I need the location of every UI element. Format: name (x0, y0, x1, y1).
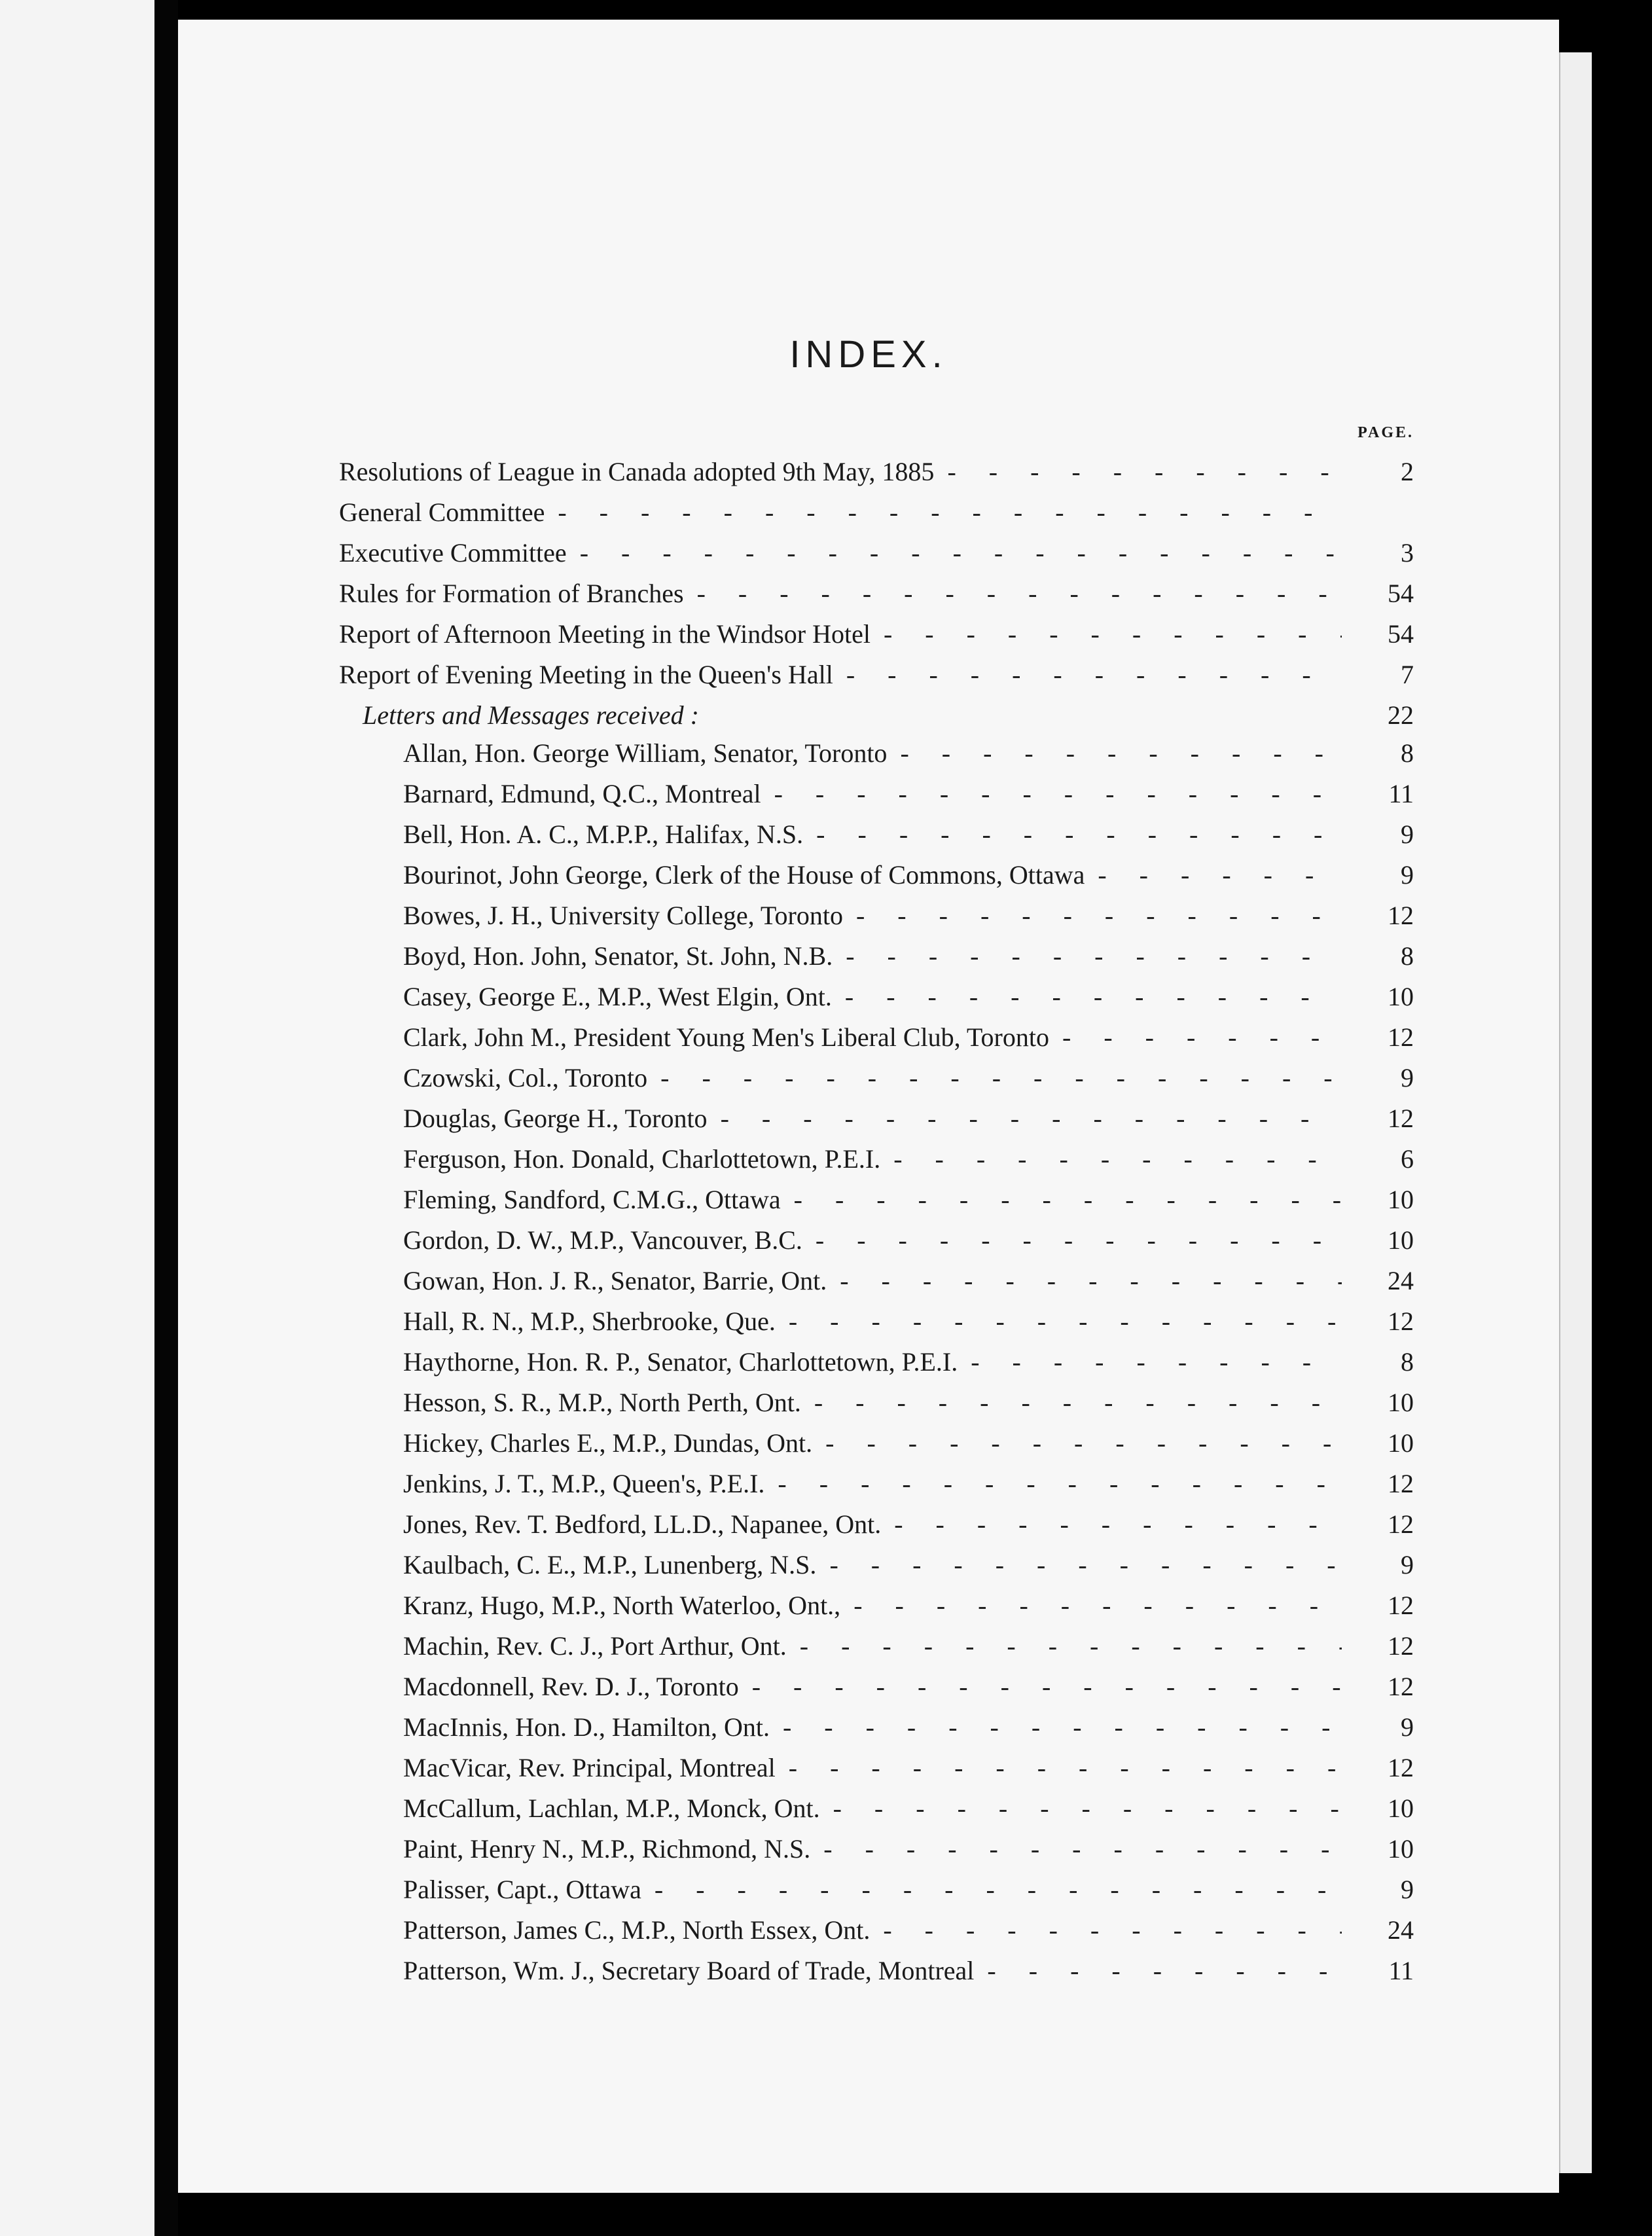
dot-leader (825, 1423, 1342, 1464)
entry-page: 10 (1388, 982, 1414, 1011)
entry-label: Bourinot, John George, Clerk of the House of Commons, Ottawa (403, 860, 1085, 890)
dot-leader (789, 1301, 1342, 1342)
dot-leader (778, 1464, 1342, 1504)
entry-page: 24 (1388, 1266, 1414, 1295)
entry-label: Haythorne, Hon. R. P., Senator, Charlottetown, P.E.I. (403, 1347, 958, 1377)
dot-leader (789, 1748, 1342, 1788)
entry-page: 6 (1401, 1144, 1414, 1174)
entry-page: 3 (1401, 538, 1414, 568)
dot-leader (823, 1829, 1342, 1869)
dot-leader (971, 1342, 1342, 1382)
dot-leader (800, 1626, 1342, 1667)
entry-page: 12 (1388, 1104, 1414, 1133)
entry-page: 12 (1388, 1469, 1414, 1498)
index-entry (178, 573, 1559, 614)
entry-label: Macdonnell, Rev. D. J., Toronto (403, 1672, 739, 1701)
letter-entry (178, 1788, 1559, 1829)
entry-label: Allan, Hon. George William, Senator, Toronto (403, 738, 888, 768)
dot-leader (774, 774, 1342, 814)
entry-label: MacInnis, Hon. D., Hamilton, Ont. (403, 1712, 770, 1742)
index-entry (178, 492, 1559, 533)
entry-label: Bowes, J. H., University College, Toronto (403, 901, 843, 930)
letter-entry (178, 1829, 1559, 1869)
letter-entry (178, 1423, 1559, 1464)
dot-leader (660, 1058, 1342, 1098)
entry-page: 12 (1388, 1022, 1414, 1052)
dot-leader (558, 492, 1342, 533)
entry-label: Jenkins, J. T., M.P., Queen's, P.E.I. (403, 1469, 765, 1498)
entry-label: Bell, Hon. A. C., M.P.P., Halifax, N.S. (403, 820, 804, 849)
entry-label: Hesson, S. R., M.P., North Perth, Ont. (403, 1388, 801, 1417)
dot-leader (816, 814, 1342, 855)
dot-leader (752, 1667, 1342, 1707)
entry-page: 12 (1388, 1591, 1414, 1620)
entry-page: 10 (1388, 1428, 1414, 1458)
dot-leader (840, 1261, 1342, 1301)
entry-page: 9 (1401, 1712, 1414, 1742)
facing-page-edge (0, 0, 154, 2236)
letter-entry (178, 1585, 1559, 1626)
page-edge (1559, 52, 1592, 2173)
entry-label: McCallum, Lachlan, M.P., Monck, Ont. (403, 1794, 820, 1823)
book-gutter (154, 0, 178, 2236)
entry-label: General Committee (339, 497, 545, 527)
entry-label: MacVicar, Rev. Principal, Montreal (403, 1753, 776, 1782)
entry-label: Gordon, D. W., M.P., Vancouver, B.C. (403, 1225, 802, 1255)
dot-leader (883, 1910, 1342, 1951)
entry-label: Jones, Rev. T. Bedford, LL.D., Napanee, Ont. (403, 1509, 882, 1539)
entry-label: Czowski, Col., Toronto (403, 1063, 648, 1092)
entry-page: 12 (1388, 1672, 1414, 1701)
dot-leader (884, 614, 1342, 655)
entry-page: 11 (1388, 1956, 1414, 1985)
dot-leader (853, 1585, 1342, 1626)
entry-page: 11 (1388, 779, 1414, 808)
entry-label: Kaulbach, C. E., M.P., Lunenberg, N.S. (403, 1550, 817, 1579)
entry-page: 8 (1401, 941, 1414, 971)
entry-page: 12 (1388, 1509, 1414, 1539)
dot-leader (846, 936, 1342, 977)
entry-page: 8 (1401, 1347, 1414, 1377)
letter-entry (178, 1139, 1559, 1180)
entry-page: 12 (1388, 1307, 1414, 1336)
letter-entry (178, 1180, 1559, 1220)
entry-label: Boyd, Hon. John, Senator, St. John, N.B. (403, 941, 833, 971)
dot-leader (845, 977, 1342, 1017)
dot-leader (893, 1139, 1342, 1180)
entry-page: 10 (1388, 1834, 1414, 1864)
letter-entry (178, 1017, 1559, 1058)
entry-page: 10 (1388, 1185, 1414, 1214)
entry-label: Ferguson, Hon. Donald, Charlottetown, P.E.I. (403, 1144, 881, 1174)
letter-entry (178, 814, 1559, 855)
entry-label: Gowan, Hon. J. R., Senator, Barrie, Ont. (403, 1266, 827, 1295)
entry-label: Paint, Henry N., M.P., Richmond, N.S. (403, 1834, 811, 1864)
dot-leader (697, 573, 1342, 614)
dot-leader (794, 1180, 1342, 1220)
entry-page: 9 (1401, 1063, 1414, 1092)
index-entry (178, 614, 1559, 655)
entry-page: 54 (1388, 579, 1414, 608)
entry-page: 7 (1401, 660, 1414, 689)
dot-leader (814, 1382, 1342, 1423)
dot-leader (829, 1545, 1342, 1585)
letter-entry (178, 1748, 1559, 1788)
entry-page: 22 (1388, 700, 1414, 730)
dot-leader (816, 1220, 1342, 1261)
entry-label: Executive Committee (339, 538, 567, 568)
entry-label: Hickey, Charles E., M.P., Dundas, Ont. (403, 1428, 813, 1458)
entry-page: 12 (1388, 1631, 1414, 1661)
entry-page: 10 (1388, 1225, 1414, 1255)
entry-page: 9 (1401, 820, 1414, 849)
letter-entry (178, 1910, 1559, 1951)
dot-leader (1062, 1017, 1342, 1058)
entry-label: Douglas, George H., Toronto (403, 1104, 708, 1133)
dot-leader (894, 1504, 1342, 1545)
entry-label: Patterson, James C., M.P., North Essex, Ont. (403, 1915, 871, 1945)
letter-entry (178, 1220, 1559, 1261)
letter-entry (178, 1545, 1559, 1585)
letter-entry (178, 895, 1559, 936)
dot-leader (856, 895, 1342, 936)
dot-leader (580, 533, 1342, 573)
index-entry (178, 655, 1559, 695)
letter-entry (178, 1301, 1559, 1342)
entry-label: Kranz, Hugo, M.P., North Waterloo, Ont., (403, 1591, 841, 1620)
index-entry (178, 452, 1559, 492)
dot-leader (1098, 855, 1342, 895)
index-page (178, 20, 1559, 2193)
letters-heading-row (178, 695, 1559, 733)
letter-entry (178, 1382, 1559, 1423)
entry-label: Report of Afternoon Meeting in the Windsor Hotel (339, 619, 871, 649)
entry-page: 10 (1388, 1388, 1414, 1417)
entry-page: 9 (1401, 1550, 1414, 1579)
entry-label: Casey, George E., M.P., West Elgin, Ont. (403, 982, 832, 1011)
dot-leader (846, 655, 1342, 695)
entry-label: Barnard, Edmund, Q.C., Montreal (403, 779, 761, 808)
entry-label: Machin, Rev. C. J., Port Arthur, Ont. (403, 1631, 787, 1661)
letter-entry (178, 1504, 1559, 1545)
entry-label: Resolutions of League in Canada adopted 9th May, 1885 (339, 457, 935, 486)
letters-heading: Letters and Messages received : (363, 700, 699, 730)
dot-leader (783, 1707, 1342, 1748)
entry-page: 10 (1388, 1794, 1414, 1823)
index-entries (178, 452, 1559, 1991)
letter-entry (178, 936, 1559, 977)
page-column-header: PAGE. (1357, 424, 1414, 441)
letter-entry (178, 1464, 1559, 1504)
dot-leader (947, 452, 1342, 492)
index-entry (178, 533, 1559, 573)
entry-page: 54 (1388, 619, 1414, 649)
entry-label: Fleming, Sandford, C.M.G., Ottawa (403, 1185, 781, 1214)
entry-page: 2 (1401, 457, 1414, 486)
dot-leader (721, 1098, 1342, 1139)
dot-leader (833, 1788, 1342, 1829)
letter-entry (178, 1951, 1559, 1991)
letter-entry (178, 855, 1559, 895)
letter-entry (178, 1261, 1559, 1301)
entry-page: 12 (1388, 901, 1414, 930)
entry-page: 9 (1401, 860, 1414, 890)
letter-entry (178, 1058, 1559, 1098)
entry-page: 8 (1401, 738, 1414, 768)
entry-page: 12 (1388, 1753, 1414, 1782)
letter-entry (178, 977, 1559, 1017)
letter-entry (178, 733, 1559, 774)
dot-leader (900, 733, 1342, 774)
letter-entry (178, 1626, 1559, 1667)
dot-leader (655, 1869, 1342, 1910)
entry-label: Clark, John M., President Young Men's Liberal Club, Toronto (403, 1022, 1049, 1052)
dot-leader (987, 1951, 1342, 1991)
entry-label: Palisser, Capt., Ottawa (403, 1875, 641, 1904)
entry-label: Rules for Formation of Branches (339, 579, 684, 608)
letter-entry (178, 1869, 1559, 1910)
letter-entry (178, 1098, 1559, 1139)
entry-page: 9 (1401, 1875, 1414, 1904)
entry-label: Hall, R. N., M.P., Sherbrooke, Que. (403, 1307, 776, 1336)
entry-page: 24 (1388, 1915, 1414, 1945)
letter-entry (178, 774, 1559, 814)
entry-label: Report of Evening Meeting in the Queen's Hall (339, 660, 833, 689)
letter-entry (178, 1667, 1559, 1707)
page-title: INDEX. (789, 333, 948, 376)
letter-entry (178, 1707, 1559, 1748)
entry-label: Patterson, Wm. J., Secretary Board of Trade, Montreal (403, 1956, 975, 1985)
letters-list (178, 733, 1559, 1991)
letter-entry (178, 1342, 1559, 1382)
